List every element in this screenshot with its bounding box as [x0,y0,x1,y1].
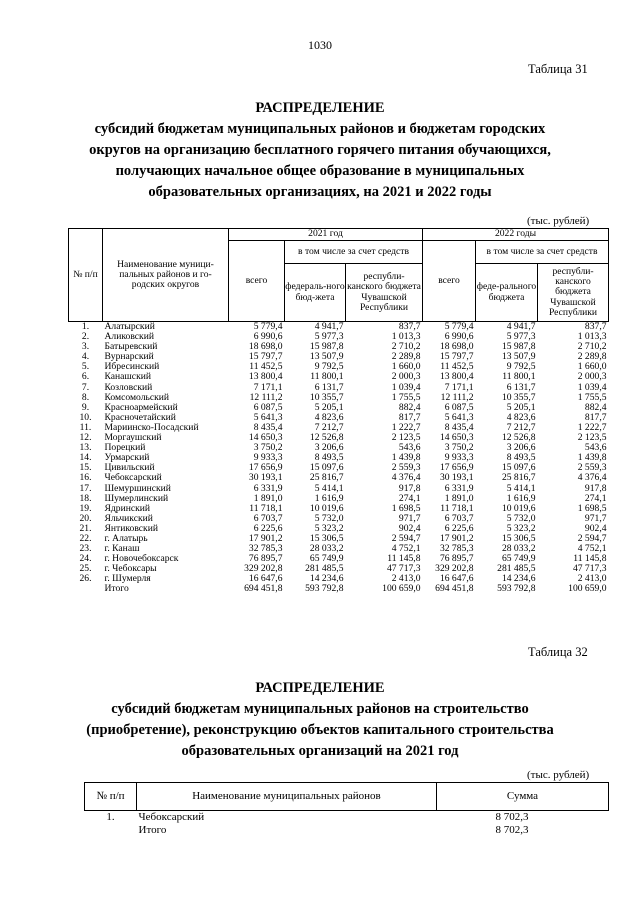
row-value: 32 785,3 [439,543,474,555]
row-name: Итого [104,583,129,595]
row-name: Канашский [104,371,151,383]
row-value: 13 507,9 [501,351,536,363]
row-value: 6 131,7 [314,381,344,393]
row-value: 5 414,1 [314,482,344,494]
row-value: 4 376,4 [391,472,421,484]
row-number: 6. [81,371,90,383]
row-number: 18. [79,492,92,504]
row-value: 15 797,7 [248,351,283,363]
row-value: 76 895,7 [248,553,283,565]
row-name: Шумерлинский [104,492,169,504]
row-number: 21. [79,522,92,534]
row-number: 14. [79,452,92,464]
row-value: 274,1 [584,492,607,504]
row-value: 6 703,7 [444,512,474,524]
row-value: 9 792,5 [506,361,536,373]
row-name: г. Чебоксары [104,563,157,575]
row-value: 7 171,1 [444,381,474,393]
table-31 [68,228,609,595]
row-value: 25 816,7 [309,472,344,484]
header-num: № п/п [85,783,137,811]
row-value: 1 891,0 [444,492,474,504]
header-fed-2022: феде-рального бюджета [476,264,538,322]
row-number: 8. [81,391,90,403]
row-value: 3 750,2 [444,442,474,454]
row-value: 9 792,5 [314,361,344,373]
row-value: 11 145,8 [573,553,607,565]
row-value: 1 755,5 [391,391,421,403]
row-value: 2 123,5 [577,432,607,444]
row-name: г. Канаш [104,543,140,555]
row-value: 1 222,7 [577,421,607,433]
row-name: Итого [138,824,167,836]
row-value: 2 000,3 [577,371,607,383]
row-value: 10 355,7 [501,391,536,403]
row-value: 100 659,0 [382,583,421,595]
row-value: 2 123,5 [391,432,421,444]
row-value: 2 710,2 [577,341,607,353]
row-value: 1 698,5 [577,502,607,514]
row-number: 11. [79,421,92,433]
row-value: 6 703,7 [253,512,283,524]
row-value: 1 013,3 [577,331,607,343]
row-value: 14 234,6 [501,573,536,585]
header-incl-2022: в том числе за счет средств [476,241,609,264]
row-value: 4 941,7 [314,321,344,332]
row-value: 14 650,3 [248,432,283,444]
row-value: 971,7 [584,512,607,524]
row-value: 7 212,7 [506,421,536,433]
row-number: 16. [79,472,92,484]
row-value: 28 033,2 [309,543,344,555]
row-number: 3. [81,341,90,353]
header-rep-2021: республи-канского бюджета Чувашской Республики [346,264,423,322]
row-value: 5 205,1 [314,401,344,413]
title-line: образовательных организациях, на 2021 и 2022 годы [148,184,492,200]
row-number: 26. [79,573,92,585]
row-value: 76 895,7 [439,553,474,565]
row-value: 4 823,6 [314,411,344,423]
row-number: 10. [79,411,92,423]
row-number: 24. [79,553,92,565]
row-value: 917,8 [584,482,607,494]
row-name: г. Шумерля [104,573,151,585]
header-total-2022: всего [423,241,476,322]
row-value: 18 698,0 [248,341,283,353]
row-value: 882,4 [398,401,421,413]
row-value: 1 439,8 [577,452,607,464]
row-number: 1. [81,321,90,332]
row-number: 12. [79,432,92,444]
row-value: 15 306,5 [501,532,536,544]
row-value: 4 376,4 [577,472,607,484]
header-rep-2022: республи-канского бюджета Чувашской Республики [538,264,609,322]
row-value: 5 779,4 [253,321,283,332]
row-value: 3 750,2 [253,442,283,454]
row-value: 2 559,3 [391,462,421,474]
row-value: 11 452,5 [440,361,474,373]
row-value: 9 933,3 [444,452,474,464]
row-name: Порецкий [104,442,146,454]
row-value: 1 616,9 [506,492,536,504]
row-value: 837,7 [584,321,607,332]
row-value: 593 792,8 [305,583,344,595]
row-value: 10 019,6 [501,502,536,514]
header-2021: 2021 год [229,229,423,241]
row-name: Батыревский [104,341,158,353]
row-value: 5 641,3 [444,411,474,423]
row-number: 23. [79,543,92,555]
row-value: 17 656,9 [439,462,474,474]
row-value: 8 493,5 [506,452,536,464]
row-value: 329 202,8 [435,563,474,575]
total-row [69,584,609,594]
row-name: Ядринский [104,502,151,514]
row-name: Янтиковский [104,522,158,534]
row-name: Чебоксарский [104,472,162,484]
row-value: 14 650,3 [439,432,474,444]
row-value: 4 752,1 [391,543,421,555]
row-name: Шемуршинский [104,482,171,494]
row-value: 15 797,7 [439,351,474,363]
row-number [85,824,137,837]
row-value: 6 990,6 [444,331,474,343]
row-value: 12 526,8 [501,432,536,444]
table-32-title [0,678,640,762]
title-line: образовательных организаций на 2021 год [181,743,459,759]
row-value: 16 647,6 [248,573,283,585]
row-value: 11 718,1 [440,502,474,514]
row-value: 2 710,2 [391,341,421,353]
row-value: 3 206,6 [314,442,344,454]
row-name: Ибресинский [104,361,160,373]
total-row [85,824,609,837]
row-value: 971,7 [398,512,421,524]
row-name: г. Алатырь [104,532,148,544]
row-value: 11 800,1 [310,371,344,383]
title-line: округов на организацию бесплатного горячего питания обучающихся, [89,142,551,158]
page-number: 1030 [308,38,332,52]
row-value: 14 234,6 [309,573,344,585]
table-row [85,811,609,825]
row-value: 7 171,1 [253,381,283,393]
row-number: 4. [81,351,90,363]
row-name: Цивильский [104,462,155,474]
row-value: 5 323,2 [314,522,344,534]
header-incl-2021: в том числе за счет средств [285,241,423,264]
header-fed-2021: федераль-ного бюд-жета [285,264,346,322]
row-value: 8 493,5 [314,452,344,464]
row-name: Красноармейский [104,401,178,413]
row-value: 15 097,6 [309,462,344,474]
row-number: 19. [79,502,92,514]
row-value: 11 800,1 [502,371,536,383]
row-value: 17 901,2 [248,532,283,544]
row-value: 837,7 [398,321,421,332]
table-32-label: Таблица 32 [528,645,588,659]
row-value: 1 660,0 [391,361,421,373]
row-number: 9. [81,401,90,413]
row-value: 281 485,5 [305,563,344,575]
row-value: 13 507,9 [309,351,344,363]
row-value: 329 202,8 [244,563,283,575]
row-value: 10 019,6 [309,502,344,514]
row-value: 4 752,1 [577,543,607,555]
row-value: 28 033,2 [501,543,536,555]
row-value: 12 111,2 [440,391,474,403]
title-line: (приобретение), реконструкцию объектов капитального строительства [86,722,554,738]
row-value: 902,4 [398,522,421,534]
row-value: 1 698,5 [391,502,421,514]
row-value: 6 131,7 [506,381,536,393]
row-value: 10 355,7 [309,391,344,403]
header-sum: Сумма [437,783,609,811]
row-value: 7 212,7 [314,421,344,433]
row-value: 30 193,1 [248,472,283,484]
row-value: 12 526,8 [309,432,344,444]
row-value: 16 647,6 [439,573,474,585]
row-name: Урмарский [104,452,150,464]
row-value: 5 732,0 [314,512,344,524]
row-value: 6 331,9 [253,482,283,494]
row-value: 817,7 [398,411,421,423]
row-value: 5 414,1 [506,482,536,494]
row-value: 65 749,9 [501,553,536,565]
row-number: 7. [81,381,90,393]
row-value: 1 616,9 [314,492,344,504]
row-number: 15. [79,462,92,474]
row-value: 18 698,0 [439,341,474,353]
row-value: 694 451,8 [435,583,474,595]
row-value: 6 990,6 [253,331,283,343]
row-value: 694 451,8 [244,583,283,595]
row-name: Яльчикский [104,512,153,524]
row-value: 6 225,6 [253,522,283,534]
header-name: Наименование муници-пальных районов и го-родских округов [103,229,229,322]
row-value: 5 977,3 [506,331,536,343]
row-value: 5 323,2 [506,522,536,534]
row-value: 281 485,5 [497,563,536,575]
row-value: 12 111,2 [249,391,283,403]
row-value: 6 087,5 [444,401,474,413]
row-value: 11 718,1 [249,502,283,514]
row-value: 274,1 [398,492,421,504]
row-value: 5 977,3 [314,331,344,343]
row-number: 1. [106,811,115,823]
row-value: 47 717,3 [386,563,421,575]
row-value: 5 205,1 [506,401,536,413]
row-value: 9 933,3 [253,452,283,464]
row-value: 817,7 [584,411,607,423]
row-value: 17 901,2 [439,532,474,544]
title-line: субсидий бюджетам муниципальных районов на строительство [111,701,529,717]
row-value: 2 289,8 [577,351,607,363]
row-value: 15 987,8 [309,341,344,353]
row-value: 32 785,3 [248,543,283,555]
row-value: 2 413,0 [391,573,421,585]
row-value: 3 206,6 [506,442,536,454]
row-value: 11 452,5 [249,361,283,373]
row-number [69,584,103,594]
row-name: Козловский [104,381,153,393]
row-value: 25 816,7 [501,472,536,484]
row-name: Вурнарский [104,351,154,363]
header-name: Наименование муниципальных районов [137,783,437,811]
row-value: 902,4 [584,522,607,534]
row-value: 13 800,4 [248,371,283,383]
row-value: 6 331,9 [444,482,474,494]
row-value: 1 039,4 [391,381,421,393]
row-value: 15 306,5 [309,532,344,544]
row-value: 882,4 [584,401,607,413]
row-value: 15 097,6 [501,462,536,474]
header-2022: 2022 годы [423,229,609,241]
row-name: Комсомольский [104,391,170,403]
row-value: 1 222,7 [391,421,421,433]
row-name: Аликовский [104,331,154,343]
title-line: субсидий бюджетам муниципальных районов и бюджетам городских [94,121,546,137]
row-value: 4 941,7 [506,321,536,332]
row-value: 5 732,0 [506,512,536,524]
row-value: 1 891,0 [253,492,283,504]
row-value: 2 594,7 [391,532,421,544]
row-value: 8 435,4 [444,421,474,433]
row-name: Алатырский [104,321,155,332]
row-name: г. Новочебоксарск [104,553,179,565]
row-name: Мариинско-Посадский [104,421,199,433]
row-number: 22. [79,532,92,544]
row-number: 25. [79,563,92,575]
table-32 [84,782,609,837]
row-number: 13. [79,442,92,454]
row-value: 13 800,4 [439,371,474,383]
row-value: 5 779,4 [444,321,474,332]
row-value: 17 656,9 [248,462,283,474]
row-value: 11 145,8 [387,553,421,565]
table-31-label: Таблица 31 [528,62,588,76]
row-value: 65 749,9 [309,553,344,565]
title-line: РАСПРЕДЕЛЕНИЕ [255,680,385,696]
row-name: Красночетайский [104,411,176,423]
row-value: 6 087,5 [253,401,283,413]
row-value: 47 717,3 [572,563,607,575]
table-32-body [85,811,609,838]
row-value: 8 435,4 [253,421,283,433]
header-total-2021: всего [229,241,285,322]
row-value: 1 755,5 [577,391,607,403]
table-31-title [0,98,640,203]
row-value: 1 439,8 [391,452,421,464]
row-value: 2 289,8 [391,351,421,363]
row-value: 5 641,3 [253,411,283,423]
row-name: Моргаушский [104,432,162,444]
table-row [69,473,609,483]
row-value: 30 193,1 [439,472,474,484]
row-value: 2 559,3 [577,462,607,474]
header-num: № п/п [69,229,103,322]
row-value: 4 823,6 [506,411,536,423]
row-value: 543,6 [584,442,607,454]
row-number: 5. [81,361,90,373]
row-value: 1 039,4 [577,381,607,393]
row-name: Чебоксарский [138,811,205,823]
table-32-unit: (тыс. рублей) [527,769,590,781]
title-line: РАСПРЕДЕЛЕНИЕ [255,100,385,116]
row-value: 100 659,0 [568,583,607,595]
row-value: 8 702,3 [495,811,529,823]
row-value: 2 413,0 [577,573,607,585]
row-value: 6 225,6 [444,522,474,534]
row-value: 15 987,8 [501,341,536,353]
table-31-unit: (тыс. рублей) [527,215,590,227]
row-value: 8 702,3 [495,824,529,836]
row-value: 593 792,8 [497,583,536,595]
row-number: 17. [79,482,92,494]
title-line: получающих начальное общее образование в муниципальных [115,163,525,179]
row-number: 2. [81,331,90,343]
row-value: 1 013,3 [391,331,421,343]
row-value: 917,8 [398,482,421,494]
row-value: 543,6 [398,442,421,454]
row-value: 1 660,0 [577,361,607,373]
row-value: 2 000,3 [391,371,421,383]
row-value: 2 594,7 [577,532,607,544]
row-number: 20. [79,512,92,524]
table-31-body [69,322,609,595]
